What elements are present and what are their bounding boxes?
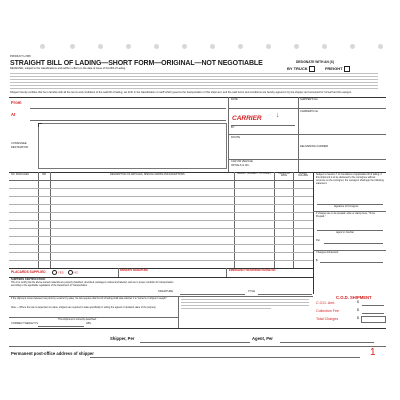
binder-hole [210,44,215,49]
certification-heading: SHIPPERS CERTIFICATION: [11,278,46,281]
carrier-line[interactable] [231,125,295,126]
collection-fee-dollar: $ [357,308,359,312]
per-line[interactable] [324,243,383,244]
yes-label: YES [57,270,64,275]
from-label: From [11,100,22,105]
date-label: DATE [231,98,238,101]
product-code: PRODUCT H-558 [10,55,31,58]
signature-label: SIGNATURE [158,290,173,293]
col-header-packages: NO. PACKAGES [11,173,29,176]
arrow-down-icon: ↓ [276,112,280,119]
by-label: BY [231,126,235,129]
table-row[interactable] [9,220,313,221]
divider [9,97,386,98]
route-label: ROUTE [231,136,241,139]
divider [9,328,386,329]
signature-line[interactable] [180,294,245,295]
terms-paragraph [10,76,378,77]
at-label: At [11,112,16,117]
divider [9,296,313,297]
yes-radio[interactable] [52,270,57,275]
correctly-described: This shipment is correctly described. [58,318,97,321]
car-vehicle-label: CAR OR VEHICLE [231,160,253,163]
certification-text: This is to certify that the above-named materials are properly classified, described, packaged, marked and labeled, and are in proper condition for transportation according to the applicable regulations of the Department of Transportation. [11,282,174,287]
no-label: NO [73,270,78,275]
form-title: STRAIGHT BILL OF LADING—SHORT FORM—ORIGINAL—NOT NEGOTIABLE [10,60,263,67]
from-line[interactable] [30,108,226,109]
divider [9,277,313,278]
initials-label: INITIALS & NO. [231,164,250,167]
table-row[interactable] [9,236,313,237]
collection-fee-label: Collection Fee [316,309,339,313]
by-truck-checkbox[interactable] [309,66,315,72]
carriers-no-label: CARRIER'S No. [300,110,319,113]
binder-hole [154,44,159,49]
charges-advanced-label: Charges Advanced: [316,251,339,254]
per-label: Per [316,239,321,242]
cod-amt-label: C.O.D. Amt. [316,301,336,305]
lbs-label: LBS. [86,322,92,325]
agent-signature-line[interactable] [280,342,374,343]
binder-hole [322,44,327,49]
col-header-class: CLASS OR RATE [278,173,290,178]
terms-paragraph [181,305,309,306]
charges-line[interactable] [320,262,383,263]
charges-dollar: $ [316,258,318,262]
charges-text: If charges are to be prepaid, write or stamp here, "To be Prepaid." [316,212,376,218]
freight-label: FREIGHT [324,66,343,72]
total-charges-label: Total Charges [316,317,339,321]
weight-line[interactable] [38,326,84,327]
title-label: TITLE [248,290,256,293]
divider [9,346,386,347]
terms-paragraph [181,302,309,303]
driver-signature-label: DRIVER'S SIGNATURE [120,269,148,272]
agent-cashier-label: Agent or Cashier [336,231,354,234]
between-ports-note: If the shipment moves between two ports by a carrier by water, the law requires that the bill of lading shall state whether it is "carrier's or shipper's weight." [11,298,168,300]
correct-weight-label: CORRECT WEIGHT IS [11,322,38,325]
terms-paragraph [10,85,378,86]
cod-amt-dollar: $ [357,300,359,304]
table-row[interactable] [9,228,313,229]
no-radio[interactable] [68,270,73,275]
col-header-weight: WEIGHT (SUBJECT TO CORR.) [237,173,271,175]
signature-consignor-label: Signature of Consignor [334,205,359,208]
binder-hole [378,44,383,49]
binder-hole [266,44,271,49]
terms-paragraph [10,82,378,83]
shipper-note: Shipper hereby certifies that he is familiar with all the terms and conditions of the said bill of lading, set forth in the classification or tariff which governs the transportation of this shipment, and the said terms and conditions are hereby agreed to by the shipper and accepted for himself and his assigns. [10,91,352,94]
cod-title: C.O.D. SHIPMENT [336,295,372,300]
copy-number: 1 [370,347,376,358]
table-row[interactable] [9,196,313,197]
title-line[interactable] [258,294,312,295]
col-header-hm: HM [42,173,46,176]
table-row[interactable] [9,260,313,261]
divider [226,268,227,277]
terms-paragraph [10,79,378,80]
emergency-phone-label: EMERGENCY RESPONSE PHONE NO. [229,269,277,272]
col-header-description: DESCRIPTION OF ARTICLES, SPECIAL MARKS AND EXCEPTIONS [110,173,185,176]
destination-label: DESTINATION [11,146,29,149]
terms-paragraph [10,73,378,74]
binder-hole [40,44,45,49]
divider [228,108,386,109]
terms-paragraph [10,88,378,89]
divider [118,268,119,277]
mode-selector [287,66,350,72]
freight-checkbox[interactable] [344,66,350,72]
at-line[interactable] [30,120,226,121]
table-row[interactable] [9,188,313,189]
table-row[interactable] [9,252,313,253]
binder-hole [126,44,131,49]
shipper-signature-line[interactable] [140,342,250,343]
table-row[interactable] [9,244,313,245]
consignee-label: CONSIGNEE [11,142,27,145]
divider [228,134,386,135]
binder-hole [238,44,243,49]
shipper-per-label: Shipper, Per [110,336,135,341]
placards-label: PLACARDS SUPPLIED [11,270,46,274]
by-truck-label: BY TRUCK [287,66,308,72]
collection-fee-line[interactable] [362,313,384,314]
cod-amt-line[interactable] [362,305,384,306]
terms-paragraph [181,299,309,300]
designate-label: DESIGNATE WITH AN (X) [296,60,334,64]
binder-hole [182,44,187,49]
consignee-box[interactable] [38,123,227,169]
received-line: RECEIVED, subject to the classifications and tariffs in effect on the date of issue of this Bill of Lading, [10,67,126,70]
placards-options [52,270,78,275]
table-header-line [9,180,313,181]
total-charges-box[interactable] [361,316,386,323]
col-header-check: CHECK COLUMN [298,173,308,178]
carrier-label: CARRIER [232,115,262,122]
section7-text: Subject to Section 7 of Conditions of applicable bill of lading, if this shipment is to be delivered to the consignee without recourse on the consignor, the consignor shall sign the following statement. [316,173,384,185]
shippers-no-label: SHIPPER'S No. [300,98,319,101]
total-charges-dollar: $ [357,316,359,320]
address-line[interactable] [90,357,360,358]
divider [178,296,179,328]
delivering-carrier-label: DELIVERING CARRIER [300,145,329,148]
table-row[interactable] [9,212,313,213]
corner-mark [38,123,42,124]
binder-hole [350,44,355,49]
divider [313,172,314,294]
binder-hole [70,44,75,49]
terms-paragraph [181,308,271,309]
table-row[interactable] [9,204,313,205]
binder-hole [98,44,103,49]
agent-per-label: Agent, Per [252,336,273,341]
permanent-address-label: Permanent post-office address of shipper [11,351,94,356]
binder-hole [294,44,299,49]
value-note: Note — Where the rate is dependent on value, shippers are required to state specifically in writing the agreed or declared value of the property. [11,307,157,309]
